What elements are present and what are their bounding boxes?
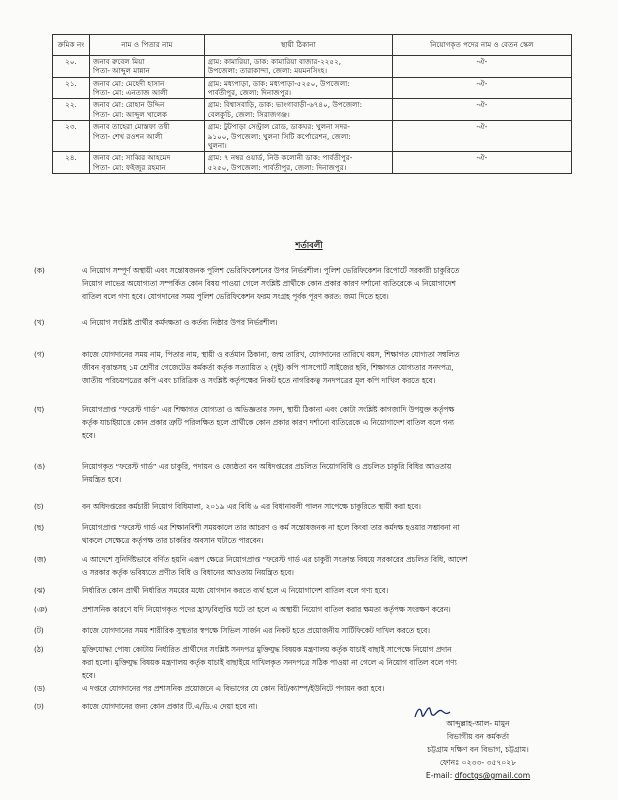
serial-cell: ২৩. <box>53 121 90 152</box>
father-name: পিতা- মো: এনতাজ আলী <box>92 88 168 98</box>
name-cell <box>89 56 204 78</box>
condition-label: (ঞ) <box>34 605 48 614</box>
condition-label: (ঝ) <box>34 586 46 595</box>
condition-line: নিয়ন্ত্রিত হবে। <box>82 475 122 484</box>
signatory-designation: বিভাগীয় বন কর্মকর্তা <box>446 732 510 741</box>
appointee-name: জনাব তাহেরা মোস্তফা তন্বী <box>92 122 170 132</box>
appointee-name: জনাব মো: মেহেদী হাসান <box>92 78 165 88</box>
signatory-office: চট্টগ্রাম দক্ষিণ বন বিভাগ, চট্টগ্রাম। <box>427 745 529 754</box>
condition-label: (ঙ) <box>34 462 46 471</box>
address-line: গ্রাম: বিশ্বাসবাড়ি, ডাক: ভাংগাবাড়ী-৬৭৪০, উপজেলা: <box>207 100 362 110</box>
condition-line: নিয়োগপ্রাপ্ত “ফরেস্ট গার্ড” এর শিক্ষাগত যোগ্যতা ও অভিজ্ঞতার সনদ, স্থায়ী ঠিকানা এবং কোটা সংশ্লিষ্ট কাগজাদি উপযুক্ত কর্তৃপক্ষ <box>82 405 455 414</box>
address-cell <box>204 152 392 174</box>
condition-line: কাজে যোগদানের সময় নাম, পিতার নাম, স্থায়ী ও বর্তমান ঠিকানা, জন্ম তারিখ, যোগদানের তারিখে বয়স, শিক্ষাগত যোগ্যতা সম্বলিত <box>82 350 460 359</box>
serial-cell: ২০. <box>53 56 90 78</box>
condition-text <box>82 603 578 616</box>
address-cell <box>204 77 392 99</box>
condition-text <box>82 584 578 597</box>
condition-text <box>82 553 578 579</box>
condition-line: এ আদেশে সুনির্দিষ্টভাবে বর্ণিত হয়নি এরূপ ক্ষেত্রে নিয়োগপ্রাপ্ত “ফরেস্ট গার্ড এর চাকুরী সংক্রান্ত বিষয়ে সরকারের প্রচলিত বিধি, আদেশ <box>82 555 468 564</box>
address-line: খুলনা। <box>207 140 227 150</box>
name-cell <box>89 77 204 99</box>
condition-text <box>82 643 578 682</box>
address-line: ৯১০০, উপজেলা: খুলনা সিটি কর্পোরেশন, জেলা: <box>207 131 351 141</box>
condition-label: (জ) <box>34 555 47 564</box>
table-row <box>53 56 572 78</box>
condition-line: ও সরকার কর্তৃক ভবিষ্যতে প্রণীত বিধি ও বিধানের আওতায় নিয়ন্ত্রিত হবে। <box>82 568 294 577</box>
condition-line: জাতীয় পরিচয়পত্রের কপি এবং চারিত্রিক ও সংশ্লিষ্ট কর্তৃপক্ষের নিকট হতে নাগরিকত্ব সনদপত্রের মূল কপি দাখিল করতে হবে। <box>82 376 436 385</box>
condition-line: নিয়োগপ্রাপ্ত “ফরেস্ট গার্ড এর শিক্ষানবিশী সময়কালে তার আচরণ ও কর্ম সন্তোষজনক না হলে কিংবা তার কর্মদক্ষ হওয়ার সম্ভাবনা না <box>82 523 460 532</box>
condition-line: মুক্তিযোদ্ধা পোষ্য কোটায় নির্ধারিত প্রার্থীদের সংশ্লিষ্ট সনদপত্র মুক্তিযুদ্ধ বিষয়ক মন্ত্রণালয় কর্তৃক যাচাই বাছাই সাপেক্ষে নিয়োগ প্রদান <box>82 645 452 654</box>
condition-text <box>82 316 578 329</box>
condition-text <box>82 624 578 637</box>
condition-text <box>82 403 578 442</box>
condition-text <box>82 460 578 486</box>
condition-line: থাকলে সেক্ষেত্রে কর্তৃপক্ষ তার চাকরির অবসান ঘটাতে পারবেন। <box>82 536 264 545</box>
condition-line: এ নিয়োগ সম্পূর্ণ অস্থায়ী এবং সন্তোষজনক পুলিশ ভেরিফিকেশনের উপর নির্ভরশীল। পুলিশ ভেরিফিকেশন রিপোর্টে সরকারী চাকুরিতে <box>82 266 460 275</box>
name-cell <box>89 152 204 174</box>
condition-line: বন অধিদপ্তরের কর্মচারী নিয়োগ বিধিমালা, ২০১৯ এর বিধি ৬ এর বিধানাবলী পালন সাপেক্ষে চাকুরিতে স্থায়ী করা হবে। <box>82 502 421 511</box>
condition-label: (খ) <box>34 318 45 327</box>
table-row <box>53 77 572 99</box>
post-cell: -ঐ- <box>392 152 571 174</box>
table-header-row <box>53 35 572 56</box>
condition-text <box>82 700 578 713</box>
address-line: গ্রাম: কামারিয়া, ডাক: কামারিয়া বাজার-২২৫২, <box>207 57 342 66</box>
address-line: পার্বতীপুর, জেলা: দিনাজপুর। <box>207 88 292 98</box>
father-name: পিতা- আব্দুল মান্নান <box>92 66 150 76</box>
serial-cell: ২৪. <box>53 152 90 174</box>
email-link[interactable]: dfoctgs@gmail.com <box>454 771 531 780</box>
condition-label: (চ) <box>34 502 44 511</box>
condition-line: নিয়োগকৃত “ফরেস্ট গার্ড” এর চাকুরি, পদায়ন ও জ্যেষ্ঠতা বন অধিদপ্তরের প্রচলিত নিয়োগবিধি ও প্রচলিত চাকুরি বিধির আওতায় <box>82 462 452 471</box>
father-name: পিতা- শেখ রওশন আলী <box>92 131 163 141</box>
appointee-name: জনাব রুবেল মিয়া <box>92 57 145 66</box>
conditions-title: শর্তাবলী <box>295 241 323 251</box>
appointee-name: জনাব মো: সাব্বির আহমেদ <box>92 153 171 163</box>
condition-line: এ নিয়োগ সংশ্লিষ্ট প্রার্থীর কর্মদক্ষতা ও কর্তব্য নিষ্ঠার উপর নির্ভরশীল। <box>82 318 278 327</box>
condition-line: হবে। <box>82 431 96 440</box>
header-serial: ক্রমিক নং <box>53 35 90 56</box>
condition-line: নিয়োগ লাভের অযোগ্যতা সম্পর্কিত কোন বিষয় পাওয়া গেলে সংশ্লিষ্ট প্রার্থীকে কোন প্রকার কারণ দর্শানো ব্যতিরেকে এ নিয়োগাদেশ <box>82 279 456 288</box>
condition-text <box>82 500 578 513</box>
post-cell: -ঐ- <box>392 99 571 121</box>
condition-line: জীবন বৃত্তান্তসহ ১ম শ্রেণীর গেজেটেড কর্মকর্তা কর্তৃক সত্যায়িত ২ (দুই) কপি পাসপোর্ট সাইজের ছবি, শিক্ষাগত যোগ্যতার সনদপত্র, <box>82 363 454 372</box>
name-cell <box>89 121 204 152</box>
condition-line: কাজে যোগদানের জন্য কোন প্রকার টি.এ/ডি.এ দেয়া হবে না। <box>82 702 258 711</box>
name-cell <box>89 99 204 121</box>
condition-line: প্রশাসনিক কারণে যদি নিয়োগকৃত পদের হ্রাস/বিলুপ্তি ঘটে তা হলে এ অস্থায়ী নিয়োগ বাতিল করার ক্ষমতা কর্তৃপক্ষ সংরক্ষণ করেন। <box>82 605 451 614</box>
address-cell <box>204 56 392 78</box>
condition-text <box>82 264 578 303</box>
condition-label: (ট) <box>34 626 44 635</box>
appointee-table <box>52 34 572 174</box>
header-name: নাম ও পিতার নাম <box>89 35 204 56</box>
condition-label: (ক) <box>34 266 45 275</box>
condition-line: বাতিল বলে গণ্য হবে। যোগদানের সময় পুলিশ ভেরিফিকেশন ফরম সংগ্রহ পূর্বক পূরণ করত: জমা দিতে হবে। <box>82 292 389 301</box>
condition-line: কর্তৃক যাচাইয়াত্তে কোন প্রকার ত্রুটি পরিলক্ষিত হলে প্রার্থীকে কোন প্রকার কারণ দর্শানো ব্যতিরেকে এ নিয়োগাদেশ বাতিল বলে গন্য <box>82 418 455 427</box>
header-post: নিয়োগকৃত পদের নাম ও বেতন স্কেল <box>392 35 571 56</box>
condition-line: কাজে যোগদানের সময় শারীরিক সুস্থতার স্বপক্ষে সিভিল সার্জন এর নিকট হতে প্রয়োজনীয় সার্টিফিকেট দাখিল করতে হবে। <box>82 626 430 635</box>
address-line: বেলকুচি, জেলা: সিরাজগঞ্জ। <box>207 109 290 119</box>
email-label: E-mail: <box>425 771 453 780</box>
condition-text <box>82 348 578 387</box>
post-cell: -ঐ- <box>392 56 571 78</box>
condition-line: করা হলো। মুক্তিযুদ্ধ বিষয়ক মন্ত্রণালয় কর্তৃক যাচাই বাছাইয়ে দাখিলকৃত সনদপত্রে সঠিক পাওয়া না গেলে এ নিয়োগ বাতিল বলে গণ্য <box>82 658 457 667</box>
condition-label: (গ) <box>34 350 45 359</box>
address-cell <box>204 99 392 121</box>
address-cell <box>204 121 392 152</box>
header-address: স্থায়ী ঠিকানা <box>204 35 392 56</box>
condition-text <box>82 521 578 547</box>
condition-label: (ছ) <box>34 523 45 532</box>
condition-label: (ঠ) <box>34 645 44 654</box>
signatory-phone: ফোনঃ ০২৩৩- ৩৫৭০২৮ <box>439 758 517 767</box>
address-line: উপজেলা: তারাকান্দা, জেলা: ময়মনসিংহ। <box>207 66 328 76</box>
address-line: গ্রাম: টুটপাড়া সেন্ট্রাল রোড, ডাকঘর: খুলনা সদর- <box>207 122 350 132</box>
serial-cell: ২২. <box>53 99 90 121</box>
father-name: পিতা- মো: ফইজুর রহমান <box>92 162 166 172</box>
condition-label: (ঘ) <box>34 405 45 414</box>
address-line: গ্রাম: মধ্যপাড়া, ডাক: মধ্যপাড়া-৫২৫০, উপজেলা: <box>207 78 350 88</box>
condition-line: এ দপ্তরে যোগদানের পর প্রশাসনিক প্রয়োজনে এ বিভাগের যে কোন বিট/ক্যাম্প/ইউনিটে পদায়ন করা হবে। <box>82 684 385 693</box>
condition-line: নির্ধারিত কোন প্রার্থী নির্ধারিত সময়ের মধ্যে যোগদান করতে ব্যর্থ হলে এ নিয়োগাদেশ বাতিল বলে গণ্য হবে। <box>82 586 389 595</box>
table-row <box>53 121 572 152</box>
serial-cell: ২১. <box>53 77 90 99</box>
appointee-name: জনাব মো: রোহান উদ্দিন <box>92 100 165 110</box>
table-row <box>53 99 572 121</box>
post-cell: -ঐ- <box>392 121 571 152</box>
address-line: ৫২৫০, উপজেলা: পার্বতীপুর, জেলা: দিনাজপুর। <box>207 162 347 172</box>
father-name: পিতা- মো: আব্দুল খালেক <box>92 109 168 119</box>
condition-label: (ড) <box>34 684 46 693</box>
post-cell: -ঐ- <box>392 77 571 99</box>
signatory-name: আব্দুল্লাহ-আল- মামুন <box>446 719 510 728</box>
signatory-email-line <box>358 770 598 782</box>
table-row <box>53 152 572 174</box>
condition-text <box>82 682 578 695</box>
condition-line: হবে। <box>82 671 96 680</box>
condition-label: (ঢ) <box>34 702 44 711</box>
address-line: গ্রাম: ৭ নম্বর ওয়ার্ড, নিউ কলোনী ডাক: পার্বতীপুর- <box>207 153 353 163</box>
